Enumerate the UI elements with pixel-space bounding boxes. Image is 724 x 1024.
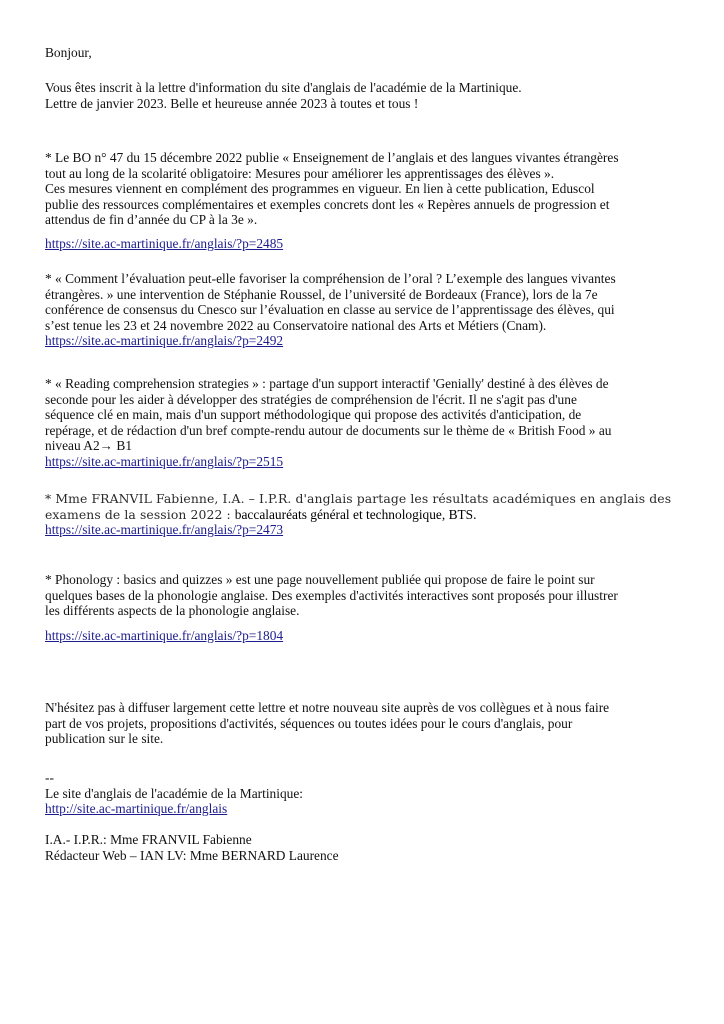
item-text-line: séquence clé en main, mais d'un support méthodologique qui propose des activités d'anticipation, de xyxy=(45,407,582,423)
news-item-comprehension-oral xyxy=(45,271,705,349)
item-text-line: Ces mesures viennent en complément des programmes en vigueur. En lien à cette publication, Eduscol xyxy=(45,181,595,197)
signature xyxy=(45,770,705,864)
item-text-line: étrangères. » une intervention de Stéphanie Roussel, de l’université de Bordeaux (France), lors de la 7e xyxy=(45,286,598,302)
item-text-fragment: examens de la session 2022 : xyxy=(45,506,235,522)
item-text-line: tout au long de la scolarité obligatoire: Mesures pour améliorer les apprentissages des élèves ». xyxy=(45,165,555,181)
item-text-line: * « Comment l’évaluation peut-elle favoriser la compréhension de l’oral ? L’exemple des langues vivantes xyxy=(45,271,616,286)
greeting xyxy=(45,45,705,61)
site-link[interactable]: http://site.ac-martinique.fr/anglais xyxy=(45,801,228,817)
intro-line: Vous êtes inscrit à la lettre d'information du site d'anglais de l'académie de la Martinique. xyxy=(45,80,522,95)
news-item-resultats xyxy=(45,491,705,538)
item-text-line: s’est tenue les 23 et 24 novembre 2022 au Conservatoire national des Arts et Métiers (Cnam). xyxy=(45,317,547,333)
item-text-line: seconde pour les aider à développer des stratégies de compréhension de l'écrit. Il ne s'agit pas d'une xyxy=(45,391,577,407)
item-link[interactable]: https://site.ac-martinique.fr/anglais/?p=1804 xyxy=(45,627,284,643)
item-text-line: * Le BO n° 47 du 15 décembre 2022 publie « Enseignement de l’anglais et des langues vivantes étrangères xyxy=(45,150,619,165)
news-item-phonology xyxy=(45,572,705,643)
closing-line: publication sur le site. xyxy=(45,731,164,747)
item-text-line: attendus de fin d’année du CP à la 3e ». xyxy=(45,212,258,228)
item-link[interactable]: https://site.ac-martinique.fr/anglais/?p=2492 xyxy=(45,333,284,349)
news-item-reading-strategies xyxy=(45,376,705,470)
item-text-line: * « Reading comprehension strategies » : partage d'un support interactif 'Genially' destiné à des élèves de xyxy=(45,376,609,391)
signature-separator: -- xyxy=(45,770,54,785)
item-text-line: repérage, et de rédaction d'un bref compte-rendu autour de documents sur le thème de « British Food » au xyxy=(45,422,612,438)
news-item-bo47 xyxy=(45,150,705,252)
closing-line: N'hésitez pas à diffuser largement cette lettre et notre nouveau site auprès de vos collègues et à nous faire xyxy=(45,700,610,715)
item-link[interactable]: https://site.ac-martinique.fr/anglais/?p=2485 xyxy=(45,235,284,251)
item-text-line: les différents aspects de la phonologie anglaise. xyxy=(45,603,300,619)
item-text-line: niveau A2→ B1 xyxy=(45,438,133,454)
signature-webmaster: Rédacteur Web – IAN LV: Mme BERNARD Laurence xyxy=(45,847,339,863)
signature-site-label: Le site d'anglais de l'académie de la Martinique: xyxy=(45,785,304,801)
item-text-fragment: baccalauréats général et technologique, BTS. xyxy=(234,506,477,522)
closing-line: part de vos projets, propositions d'activités, séquences ou toutes idées pour le cours d'anglais, pour xyxy=(45,715,573,731)
intro xyxy=(45,80,705,111)
item-link[interactable]: https://site.ac-martinique.fr/anglais/?p=2515 xyxy=(45,453,284,469)
closing-paragraph xyxy=(45,700,705,747)
intro-line: Lettre de janvier 2023. Belle et heureuse année 2023 à toutes et tous ! xyxy=(45,95,419,111)
signature-ipr: I.A.- I.P.R.: Mme FRANVIL Fabienne xyxy=(45,832,252,848)
item-text-line: * Mme FRANVIL Fabienne, I.A. – I.P.R. d'anglais partage les résultats académiques en anglais des xyxy=(45,491,672,506)
item-text-line: publie des ressources complémentaires et exemples concrets dont les « Repères annuels de progression et xyxy=(45,196,610,212)
item-text-line: * Phonology : basics and quizzes » est une page nouvellement publiée qui propose de faire le point sur xyxy=(45,572,595,587)
item-link[interactable]: https://site.ac-martinique.fr/anglais/?p=2473 xyxy=(45,522,284,538)
item-text-line: conférence de consensus du Cnesco sur l’évaluation en classe au service de l’apprentissage des élèves, qui xyxy=(45,302,615,318)
item-text-line: quelques bases de la phonologie anglaise. Des exemples d'activités interactives sont proposés pour illustrer xyxy=(45,587,618,603)
greeting-text: Bonjour, xyxy=(45,45,92,60)
